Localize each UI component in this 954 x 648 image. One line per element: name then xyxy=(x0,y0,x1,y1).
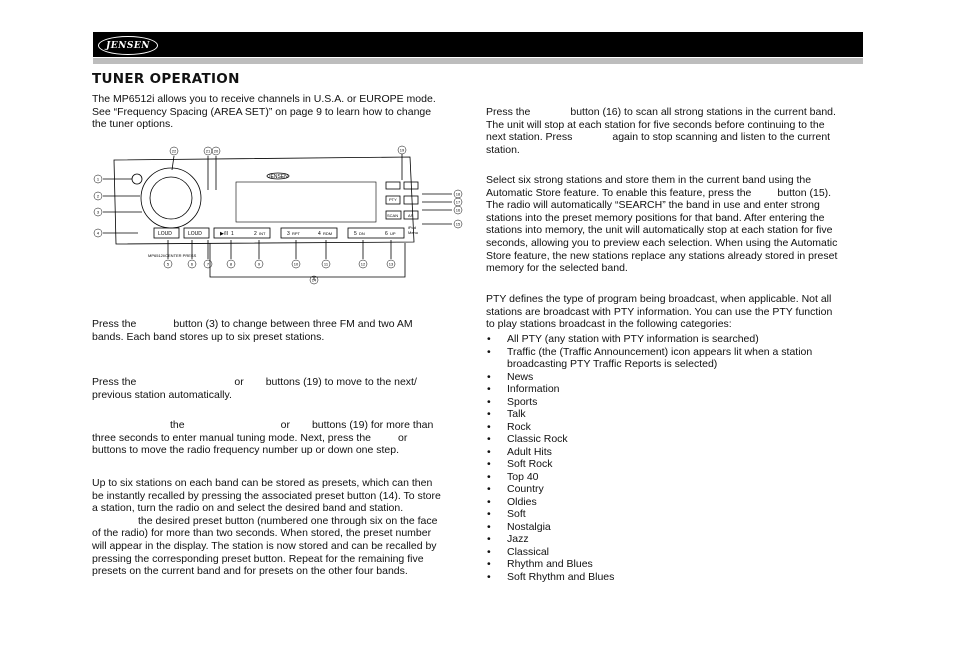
list-item: • Adult Hits xyxy=(486,446,866,459)
panel-label: MP6512I/CENTER PRESS xyxy=(148,253,197,258)
btn-ipod: iPod xyxy=(408,225,417,230)
btn-p4-small: RDM xyxy=(323,231,333,236)
list-item: • Country xyxy=(486,483,866,496)
callout-8: 8 xyxy=(229,261,233,267)
list-item: • News xyxy=(486,371,866,384)
band-paragraph: Press the button (3) to change between three FM and two AM bands. Each band stores up to six preset stations. xyxy=(92,318,413,343)
callout-6: 6 xyxy=(190,261,194,267)
list-item: • Sports xyxy=(486,396,866,409)
btn-pty: PTY xyxy=(389,197,397,202)
btn-p3-small: RPT xyxy=(292,231,300,236)
btn-p4: 4 xyxy=(318,231,321,237)
list-item: • Soft xyxy=(486,508,866,521)
callout-21: 21 xyxy=(205,148,211,154)
btn-p3: 3 xyxy=(287,231,290,237)
callout-4: 4 xyxy=(96,230,100,236)
list-item: • Nostalgia xyxy=(486,521,866,534)
presets-paragraph: Up to six stations on each band can be stored as presets, which can then be instantly recalled by pressing the associated preset button (14). To store a station, turn the radio on and select the desired band and station. the desired preset button (numbered one through six on the face of the radio) for more than two seconds. When stored, the preset number will appear in the display. The station is now stored and can be recalled by pressing the corresponding preset button. Repeat for the remaining five presets on the current band and for presets on the other four bands. xyxy=(92,477,441,578)
btn-p1-small: ▶/II xyxy=(220,231,229,237)
callout-17: 17 xyxy=(455,199,461,205)
btn-p5-small: DN xyxy=(359,231,365,236)
list-item: • Soft Rock xyxy=(486,458,866,471)
list-item: • All PTY (any station with PTY information is searched) xyxy=(486,333,866,346)
display-brand: JENSEN xyxy=(268,174,288,180)
callout-16: 16 xyxy=(455,207,461,213)
btn-p6-small: UP xyxy=(390,231,396,236)
intro-paragraph: The MP6512i allows you to receive channels in U.S.A. or EUROPE mode. See “Frequency Spacing (AREA SET)” on page 9 to learn how to change the tuner options. xyxy=(92,93,436,131)
list-item: • Talk xyxy=(486,408,866,421)
btn-as: AS xyxy=(408,213,414,218)
callout-19: 19 xyxy=(399,147,405,153)
callout-7: 7 xyxy=(206,261,210,267)
list-item: • Oldies xyxy=(486,496,866,509)
callout-13: 13 xyxy=(388,261,394,267)
callout-3: 3 xyxy=(96,209,100,215)
callout-14: 14 xyxy=(311,277,317,283)
btn-p2: 2 xyxy=(254,231,257,237)
autostore-paragraph: Select six strong stations and store them in the current band using the Automatic Store feature. To enable this feature, press the button (15). The radio will automatically “SEARCH” the band in use and enter strong stations into the preset memory positions for that band. After entering the stations into memory, the unit will automatically stop at each station for five seconds, allowing you to preview each selection. When using the Automatic Store feature, the new stations replace any stations already stored in preset memory for the selected band. xyxy=(486,174,838,275)
pty-paragraph: PTY defines the type of program being broadcast, when applicable. Not all stations are broadcast with PTY information. You can use the PTY function to play stations broadcast in the following categories: xyxy=(486,293,833,331)
btn-p1: 1 xyxy=(231,231,234,237)
header-underline xyxy=(93,58,863,64)
callout-15: 15 xyxy=(455,221,461,227)
btn-p5: 5 xyxy=(354,231,357,237)
list-item: • Information xyxy=(486,383,866,396)
jensen-logo: JENSEN xyxy=(98,36,158,55)
btn-p6: 6 xyxy=(385,231,388,237)
section-title: TUNER OPERATION xyxy=(92,71,240,87)
list-item: • Soft Rhythm and Blues xyxy=(486,571,866,584)
callout-12: 12 xyxy=(360,261,366,267)
list-item: • Rock xyxy=(486,421,866,434)
manual-tuning-paragraph: the or buttons (19) for more than three seconds to enter manual tuning mode. Next, press the or buttons to move the radio frequency number up or down one step. xyxy=(92,419,434,457)
radio-faceplate-diagram xyxy=(92,140,472,290)
callout-22: 22 xyxy=(171,148,177,154)
btn-menu: Menu xyxy=(408,230,419,235)
list-item: • Traffic (the (Traffic Announcement) icon appears lit when a station broadcasting PTY Traffic Reports is selected) xyxy=(486,346,866,371)
btn-loud-2: LOUD xyxy=(188,231,202,237)
callout-11: 11 xyxy=(323,261,329,267)
btn-loud-1: LOUD xyxy=(158,231,172,237)
callout-9: 9 xyxy=(257,261,261,267)
callout-2: 2 xyxy=(96,193,100,199)
pty-category-list xyxy=(486,333,866,583)
btn-scan: SCAN xyxy=(387,213,399,218)
scan-paragraph: Press the button (16) to scan all strong stations in the current band. The unit will stop at each station for five seconds before continuing to the next station. Press again to stop scanning and listen to the current station. xyxy=(486,106,836,156)
callout-1: 1 xyxy=(96,176,100,182)
list-item: • Top 40 xyxy=(486,471,866,484)
list-item: • Classic Rock xyxy=(486,433,866,446)
header-bar xyxy=(93,32,863,57)
callout-18: 18 xyxy=(455,191,461,197)
callout-10: 10 xyxy=(293,261,299,267)
list-item: • Jazz xyxy=(486,533,866,546)
seek-paragraph: Press the or buttons (19) to move to the next/ previous station automatically. xyxy=(92,376,417,401)
list-item: • Rhythm and Blues xyxy=(486,558,866,571)
callout-5: 5 xyxy=(166,261,170,267)
callout-20: 20 xyxy=(213,148,219,154)
list-item: • Classical xyxy=(486,546,866,559)
btn-p2-small: INT xyxy=(259,231,266,236)
